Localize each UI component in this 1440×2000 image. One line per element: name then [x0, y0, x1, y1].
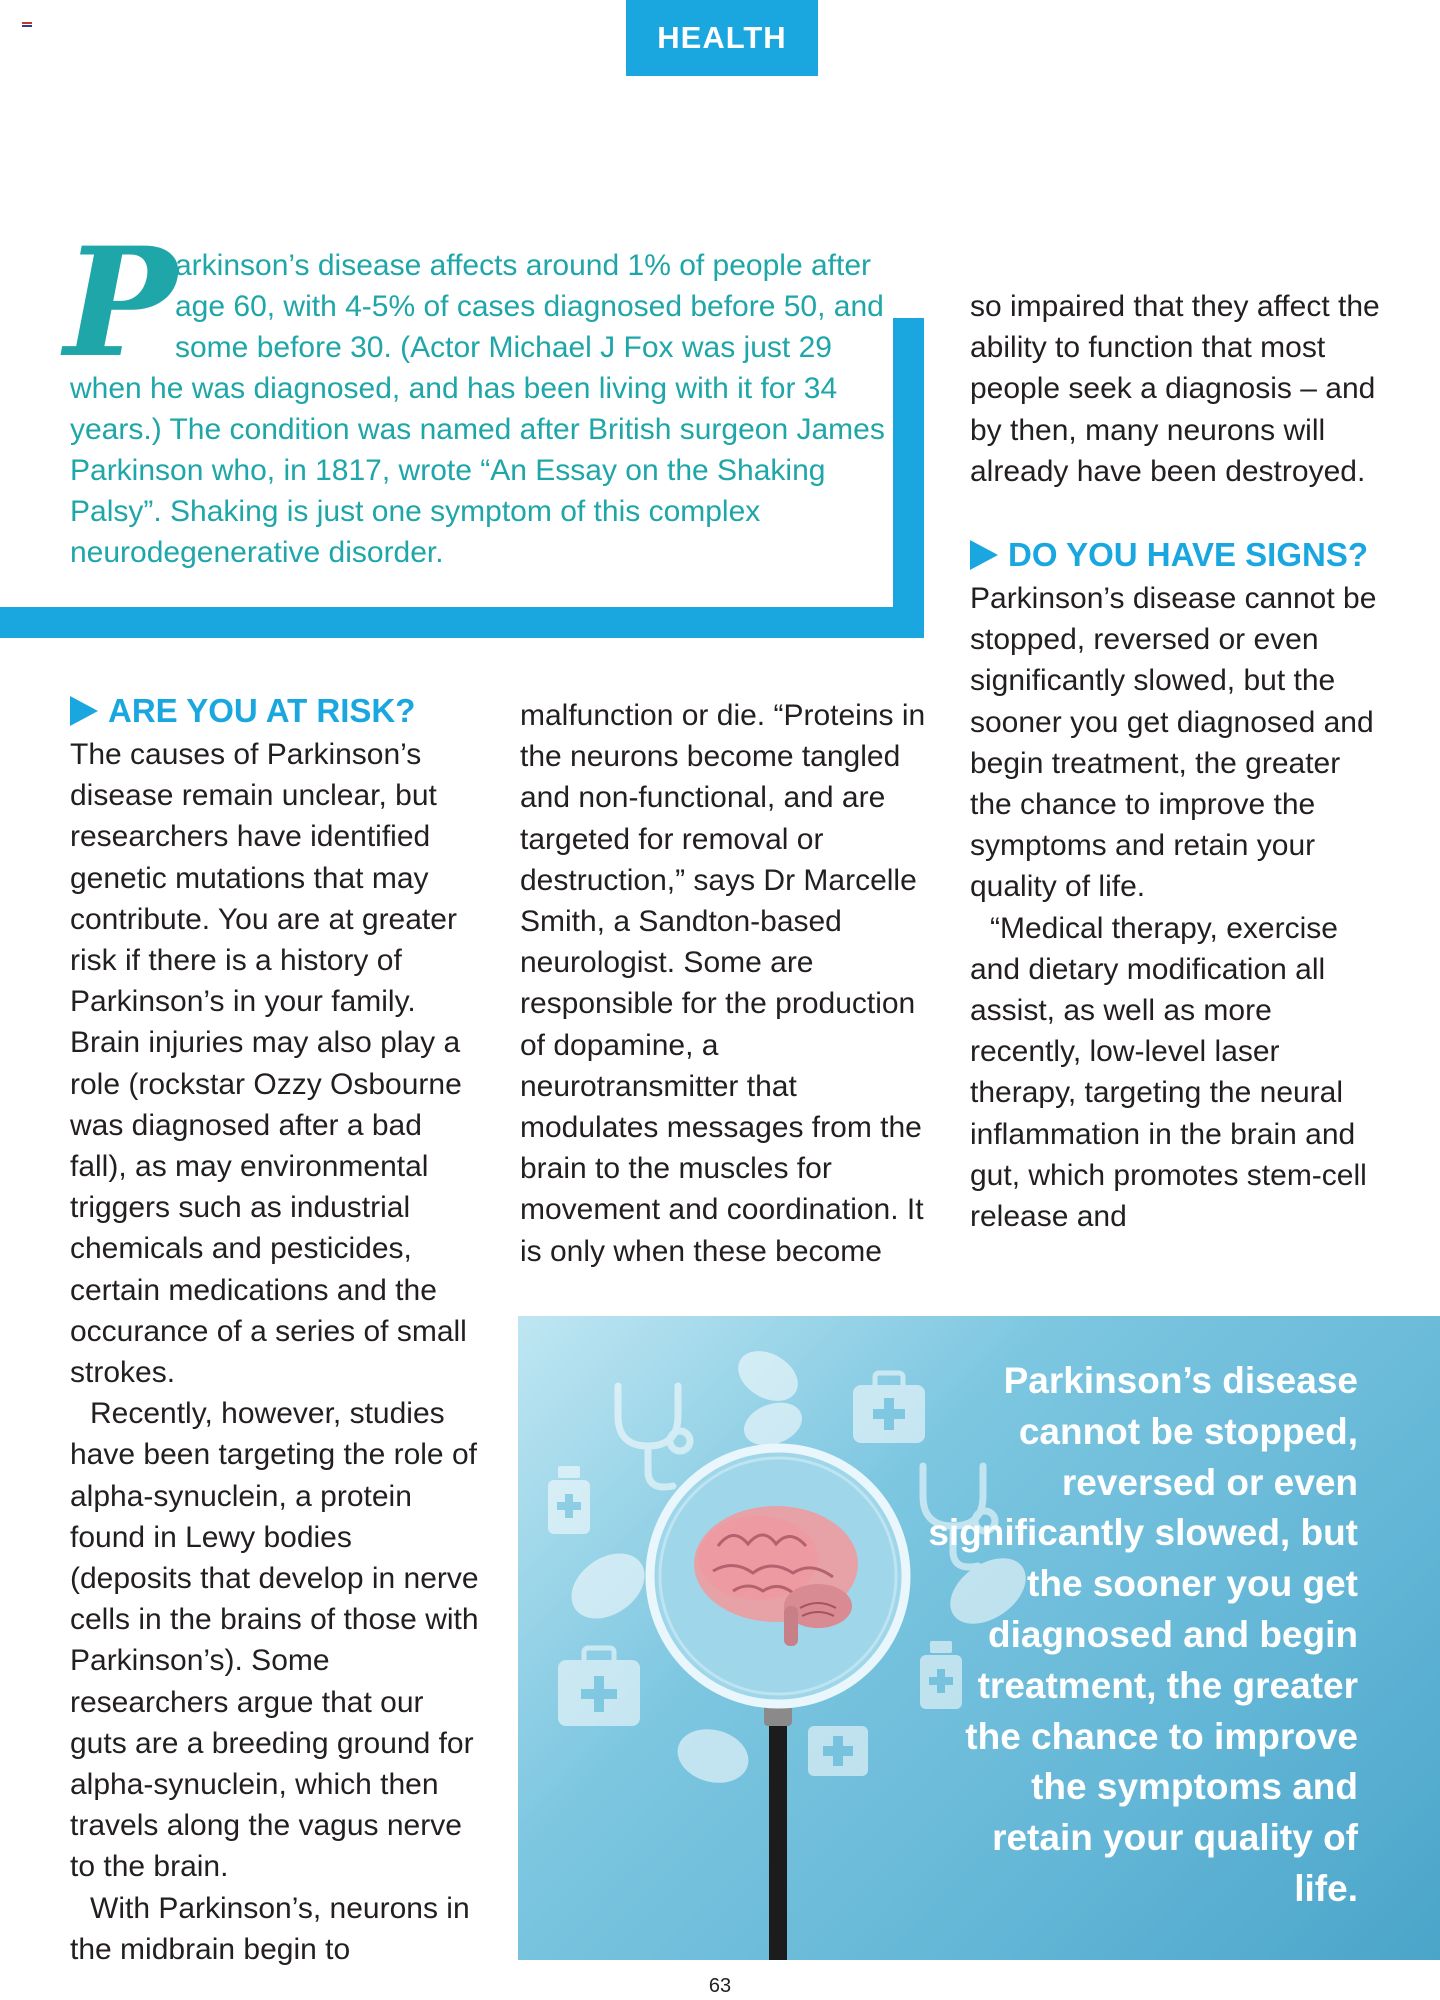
- signs-paragraph-1: Parkinson’s disease cannot be stopped, reversed or even significantly slowed, but the sooner you get diagnosed and begin treatment, the greater the chance to improve the symptoms and retain your quality of life.: [970, 582, 1377, 904]
- first-aid-kit-icon: [853, 1373, 925, 1443]
- corner-mark: [22, 22, 32, 29]
- first-aid-kit-icon: [558, 1648, 640, 1726]
- intro-body: arkinson’s disease affects around 1% of people after age 60, with 4-5% of cases diagnosed before 50, and some before 30. (Actor Michael J Fox was just 29 when he was diagnosed, and has been living with it for 34 years.) The condition was named after British surgeon James Parkinson who, in 1817, wrote “An Essay on the Shaking Palsy”. Shaking is just one symptom of this complex neurodegenerative disorder.: [70, 249, 885, 569]
- risk-heading-text: ARE YOU AT RISK?: [108, 692, 416, 730]
- drop-cap: P: [64, 215, 177, 391]
- feature-image: [518, 1316, 1440, 1960]
- signs-heading-text: DO YOU HAVE SIGNS?: [1008, 536, 1369, 574]
- risk-paragraph-2: Recently, however, studies have been targeting the role of alpha-synuclein, a protein found in Lewy bodies (deposits that develop in nerve cells in the brains of those with Parkinson’s). Some researchers argue that our guts are a breeding ground for alpha-synuclein, which then travels along the vagus nerve to the brain.: [70, 1397, 479, 1884]
- stethoscope-icon: [618, 1386, 690, 1487]
- signs-heading: [970, 532, 1380, 578]
- risk-paragraph-4: malfunction or die. “Proteins in the neurons become tangled and non-functional, and are targeted for removal or destruction,” says Dr Marcelle Smith, a Sandton-based neurologist. Some are responsible for the production of dopamine, a neurotransmitter that modulates messages from the brain to the muscles for movement and coordination. It is only when these become: [520, 699, 926, 1268]
- triangle-arrow-icon: [70, 696, 98, 726]
- risk-paragraph-1: The causes of Parkinson’s disease remain unclear, but researchers have identified genetic mutations that may contribute. You are at greater risk if there is a history of Parkinson’s in your family. Brain injuries may also play a role (rockstar Ozzy Osbourne was diagnosed after a bad fall), as may environmental triggers such as industrial chemicals and pesticides, certain medications and the occurance of a series of small strokes.: [70, 738, 467, 1390]
- pull-quote: Parkinson’s disease cannot be stopped, reversed or even significantly slowed, but the sooner you get diagnosed and begin treatment, the greater the chance to improve the symptoms and retain your quality of life.: [928, 1360, 1358, 1909]
- section-tab: HEALTH: [626, 0, 818, 76]
- medicine-bottle-icon: [548, 1466, 590, 1534]
- risk-heading: [70, 688, 480, 734]
- column-left: [70, 688, 480, 1970]
- page-number: 63: [708, 1975, 732, 1997]
- first-aid-kit-icon: [808, 1726, 868, 1776]
- signs-paragraph-2: “Medical therapy, exercise and dietary modification all assist, as well as more recently, low-level laser therapy, targeting the neural inflammation in the brain and gut, which promotes stem-cell release and: [970, 911, 1367, 1234]
- magnifying-glass-icon: [650, 1448, 906, 1960]
- triangle-arrow-icon: [970, 540, 998, 570]
- pill-icon: [671, 1722, 754, 1791]
- column-middle: [520, 695, 930, 1272]
- pill-icon: [729, 1341, 806, 1411]
- pill-icon: [559, 1540, 657, 1632]
- intro-text: [70, 245, 890, 573]
- risk-paragraph-3: With Parkinson’s, neurons in the midbrain begin to: [70, 1891, 470, 1966]
- signs-lead-paragraph: so impaired that they affect the ability to function that most people seek a diagnosis – and by then, many neurons will already have been destroyed.: [970, 290, 1380, 488]
- column-right: [970, 286, 1380, 1237]
